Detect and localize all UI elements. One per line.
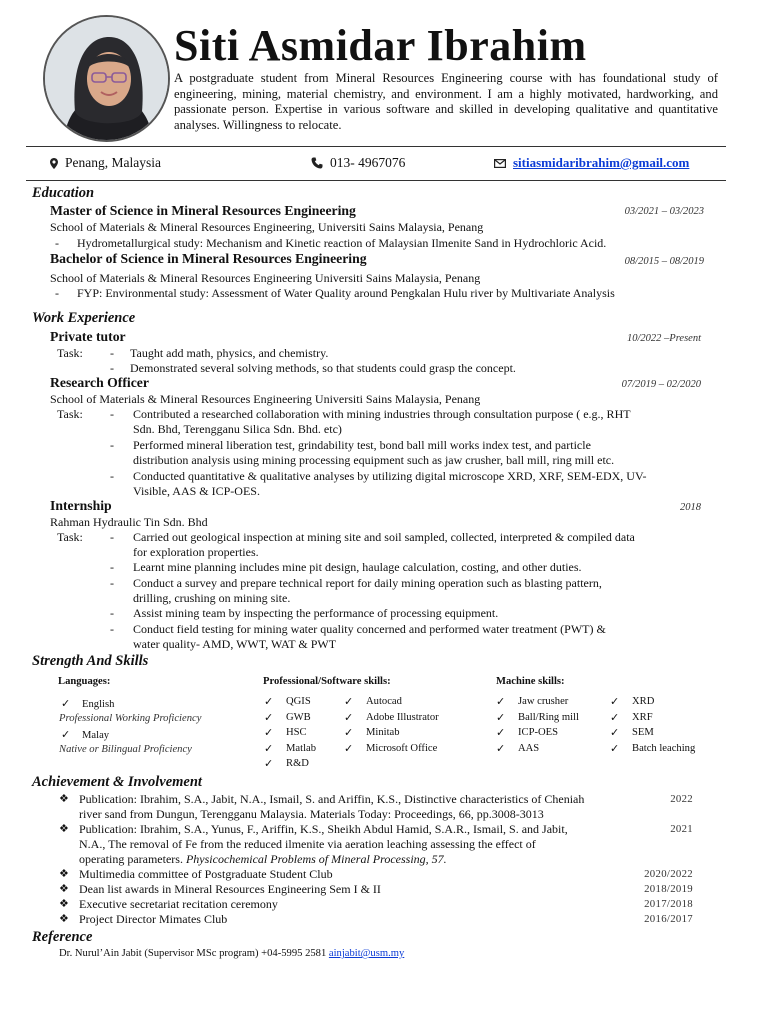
list-dash: - bbox=[110, 438, 114, 452]
software-skill: HSC bbox=[286, 727, 307, 738]
check-icon: ✓ bbox=[496, 696, 506, 708]
envelope-icon bbox=[494, 159, 506, 168]
task-line: distribution analysis using mining processing equipment such as jaw crusher, ball mill, ring mill etc. bbox=[133, 453, 615, 467]
list-dash: - bbox=[110, 469, 114, 483]
check-icon: ✓ bbox=[264, 743, 274, 755]
list-dash: - bbox=[110, 606, 114, 620]
task-line: Contributed a researched collaboration with mining industries through consultation purpose ( e.g., RHT bbox=[133, 407, 631, 421]
check-icon: ✓ bbox=[61, 729, 71, 741]
header-divider-top bbox=[26, 146, 726, 147]
diamond-bullet-icon: ❖ bbox=[59, 823, 69, 835]
software-skill: Microsoft Office bbox=[366, 743, 438, 754]
achievement-line: Executive secretariat recitation ceremony bbox=[79, 897, 278, 911]
education-date: 03/2021 – 03/2023 bbox=[624, 206, 704, 217]
map-pin-icon bbox=[50, 158, 58, 169]
candidate-name: Siti Asmidar Ibrahim bbox=[174, 21, 587, 70]
task-label: Task: bbox=[57, 530, 83, 544]
education-detail: FYP: Environmental study: Assessment of Water Quality around Pengkalan Hulu river by Multivariate Analysis bbox=[77, 286, 615, 300]
list-dash: - bbox=[55, 286, 59, 300]
section-heading-work-experience: Work Experience bbox=[32, 310, 136, 326]
section-heading-achievement: Achievement & Involvement bbox=[32, 774, 202, 790]
check-icon: ✓ bbox=[264, 696, 274, 708]
education-school: School of Materials & Mineral Resources Engineering Universiti Sains Malaysia, Penang bbox=[50, 271, 481, 285]
achievement-year: 2020/2022 bbox=[644, 868, 693, 880]
check-icon: ✓ bbox=[344, 727, 354, 739]
check-icon: ✓ bbox=[264, 712, 274, 724]
check-icon: ✓ bbox=[344, 712, 354, 724]
profile-photo bbox=[43, 15, 170, 142]
list-dash: - bbox=[110, 622, 114, 636]
languages-label: Languages: bbox=[58, 676, 111, 687]
task-line: for exploration properties. bbox=[133, 545, 259, 559]
education-date: 08/2015 – 08/2019 bbox=[624, 256, 704, 267]
task-line: Demonstrated several solving methods, so that students could grasp the concept. bbox=[130, 361, 516, 375]
profile-photo-illustration bbox=[45, 17, 170, 142]
achievement-line: Multimedia committee of Postgraduate Student Club bbox=[79, 867, 333, 881]
check-icon: ✓ bbox=[610, 743, 620, 755]
diamond-bullet-icon: ❖ bbox=[59, 868, 69, 880]
language-name: Malay bbox=[82, 730, 110, 741]
task-line: Learnt mine planning includes mine pit design, haulage calculation, costing, and other duties. bbox=[133, 560, 582, 574]
job-organization: School of Materials & Mineral Resources Engineering Universiti Sains Malaysia, Penang bbox=[50, 392, 481, 406]
task-line: Sdn. Bhd, Terengganu Silica Sdn. Bhd. etc) bbox=[133, 422, 342, 436]
achievement-line: Dean list awards in Mineral Resources Engineering Sem I & II bbox=[79, 882, 381, 896]
check-icon: ✓ bbox=[610, 696, 620, 708]
list-dash: - bbox=[110, 407, 114, 421]
software-skills-label: Professional/Software skills: bbox=[263, 676, 391, 687]
list-dash: - bbox=[55, 236, 59, 250]
machine-skill: Ball/Ring mill bbox=[518, 712, 579, 723]
task-label: Task: bbox=[57, 407, 83, 421]
section-heading-education: Education bbox=[32, 185, 95, 201]
education-degree: Master of Science in Mineral Resources Engineering bbox=[50, 203, 356, 218]
reference-line bbox=[59, 948, 404, 959]
task-line: Conduct a survey and prepare technical report for daily mining operation such as blasting pattern, bbox=[133, 576, 602, 590]
software-skill: R&D bbox=[286, 758, 309, 769]
profile-summary: A postgraduate student from Mineral Resources Engineering course with has foundational study of engineering, mining, material chemistry, and environment. I am a highly motivated, hardworking, and passionate person. Expertise in various software and skilled in developing qualitative and quantitative analyses. Willingness to relocate. bbox=[174, 71, 718, 133]
achievement-year: 2018/2019 bbox=[644, 883, 693, 895]
task-label: Task: bbox=[57, 346, 83, 360]
achievement-line: Publication: Ibrahim, S.A., Yunus, F., Ariffin, K.S., Sheikh Abdul Hamid, S.A.R., Ismail, S. and Jabit, bbox=[79, 822, 568, 836]
achievement-line: N.A., The removal of Fe from the reduced ilmenite via aeration leaching assessing the effect of bbox=[79, 837, 536, 851]
list-dash: - bbox=[110, 346, 114, 360]
email-link[interactable]: sitiasmidaribrahim@gmail.com bbox=[513, 155, 690, 170]
language-name: English bbox=[82, 699, 115, 710]
task-line: Taught add math, physics, and chemistry. bbox=[130, 346, 329, 360]
achievement-year: 2016/2017 bbox=[644, 913, 693, 925]
machine-skill: ICP-OES bbox=[518, 727, 559, 738]
list-dash: - bbox=[110, 576, 114, 590]
check-icon: ✓ bbox=[610, 712, 620, 724]
journal-name: Physicochemical Problems of Mineral Processing, 57. bbox=[185, 852, 447, 866]
achievement-line: Publication: Ibrahim, S.A., Jabit, N.A., Ismail, S. and Ariffin, K.S., Distinctive characteristics of Cheniah bbox=[79, 792, 585, 806]
machine-skill: Jaw crusher bbox=[518, 696, 569, 707]
reference-text: Dr. Nurul’Ain Jabit (Supervisor MSc program) +04-5995 2581 bbox=[59, 948, 329, 959]
achievement-line: Project Director Mimates Club bbox=[79, 912, 228, 926]
machine-skill: XRF bbox=[632, 712, 653, 723]
reference-email-link[interactable]: ainjabit@usm.my bbox=[328, 948, 405, 959]
check-icon: ✓ bbox=[344, 743, 354, 755]
software-skill: Autocad bbox=[366, 696, 402, 707]
job-title: Internship bbox=[50, 498, 112, 513]
machine-skills-label: Machine skills: bbox=[496, 676, 565, 687]
education-detail: Hydrometallurgical study: Mechanism and Kinetic reaction of Malaysian Ilmenite Sand in Hydrochloric Acid. bbox=[77, 236, 607, 250]
diamond-bullet-icon: ❖ bbox=[59, 793, 69, 805]
education-degree: Bachelor of Science in Mineral Resources Engineering bbox=[50, 251, 367, 266]
achievement-year: 2017/2018 bbox=[644, 898, 693, 910]
task-line: water quality- AMD, WWT, WAT & PWT bbox=[133, 637, 337, 651]
machine-skill: AAS bbox=[518, 743, 540, 754]
check-icon: ✓ bbox=[264, 727, 274, 739]
section-heading-skills: Strength And Skills bbox=[32, 653, 149, 669]
software-skill: QGIS bbox=[286, 696, 311, 707]
job-title: Private tutor bbox=[50, 329, 126, 344]
check-icon: ✓ bbox=[496, 712, 506, 724]
job-organization: Rahman Hydraulic Tin Sdn. Bhd bbox=[50, 515, 208, 529]
software-skill: Minitab bbox=[366, 727, 400, 738]
check-icon: ✓ bbox=[264, 758, 274, 770]
software-skill: Matlab bbox=[286, 743, 317, 754]
language-proficiency: Professional Working Proficiency bbox=[59, 713, 202, 724]
list-dash: - bbox=[110, 530, 114, 544]
task-line: Performed mineral liberation test, grindability test, bond ball mill works index test, and particle bbox=[133, 438, 591, 452]
software-skill: GWB bbox=[286, 712, 311, 723]
list-dash: - bbox=[110, 361, 114, 375]
job-date: 07/2019 – 02/2020 bbox=[621, 379, 701, 390]
machine-skill: SEM bbox=[632, 727, 654, 738]
achievement-line bbox=[79, 852, 447, 867]
job-date: 10/2022 –Present bbox=[627, 333, 701, 344]
check-icon: ✓ bbox=[344, 696, 354, 708]
phone-text: 013- 4967076 bbox=[330, 155, 406, 170]
machine-skill: Batch leaching bbox=[632, 743, 696, 754]
header-divider-bottom bbox=[26, 180, 726, 181]
check-icon: ✓ bbox=[610, 727, 620, 739]
achievement-text: operating parameters. bbox=[79, 852, 186, 866]
diamond-bullet-icon: ❖ bbox=[59, 883, 69, 895]
contact-email bbox=[494, 155, 689, 171]
achievement-year: 2021 bbox=[670, 823, 693, 835]
check-icon: ✓ bbox=[496, 743, 506, 755]
location-text: Penang, Malaysia bbox=[65, 155, 161, 170]
language-proficiency: Native or Bilingual Proficiency bbox=[59, 744, 192, 755]
phone-icon bbox=[311, 157, 323, 169]
machine-skill: XRD bbox=[632, 696, 655, 707]
section-heading-reference: Reference bbox=[32, 929, 93, 945]
task-line: Conducted quantitative & qualitative analyses by utilizing digital microscope XRD, XRF, SEM-EDX, UV- bbox=[133, 469, 647, 483]
job-title: Research Officer bbox=[50, 375, 149, 390]
achievement-year: 2022 bbox=[670, 793, 693, 805]
task-line: Visible, AAS & ICP-OES. bbox=[133, 484, 260, 498]
task-line: Conduct field testing for mining water quality concerned and performed water treatment (PWT) & bbox=[133, 622, 606, 636]
check-icon: ✓ bbox=[61, 698, 71, 710]
check-icon: ✓ bbox=[496, 727, 506, 739]
task-line: drilling, crushing on mining site. bbox=[133, 591, 291, 605]
contact-location bbox=[50, 155, 161, 171]
education-school: School of Materials & Mineral Resources Engineering, Universiti Sains Malaysia, Penang bbox=[50, 220, 484, 234]
job-date: 2018 bbox=[680, 502, 701, 513]
task-line: Carried out geological inspection at mining site and soil sampled, collected, interpreted & compiled data bbox=[133, 530, 635, 544]
diamond-bullet-icon: ❖ bbox=[59, 898, 69, 910]
achievement-line: river sand from Dungun, Terengganu Malaysia. Materials Today: Proceedings, 66, pp.3008-3013 bbox=[79, 807, 544, 821]
list-dash: - bbox=[110, 560, 114, 574]
software-skill: Adobe Illustrator bbox=[366, 712, 439, 723]
diamond-bullet-icon: ❖ bbox=[59, 913, 69, 925]
contact-phone bbox=[311, 155, 405, 171]
task-line: Assist mining team by inspecting the performance of processing equipment. bbox=[133, 606, 499, 620]
